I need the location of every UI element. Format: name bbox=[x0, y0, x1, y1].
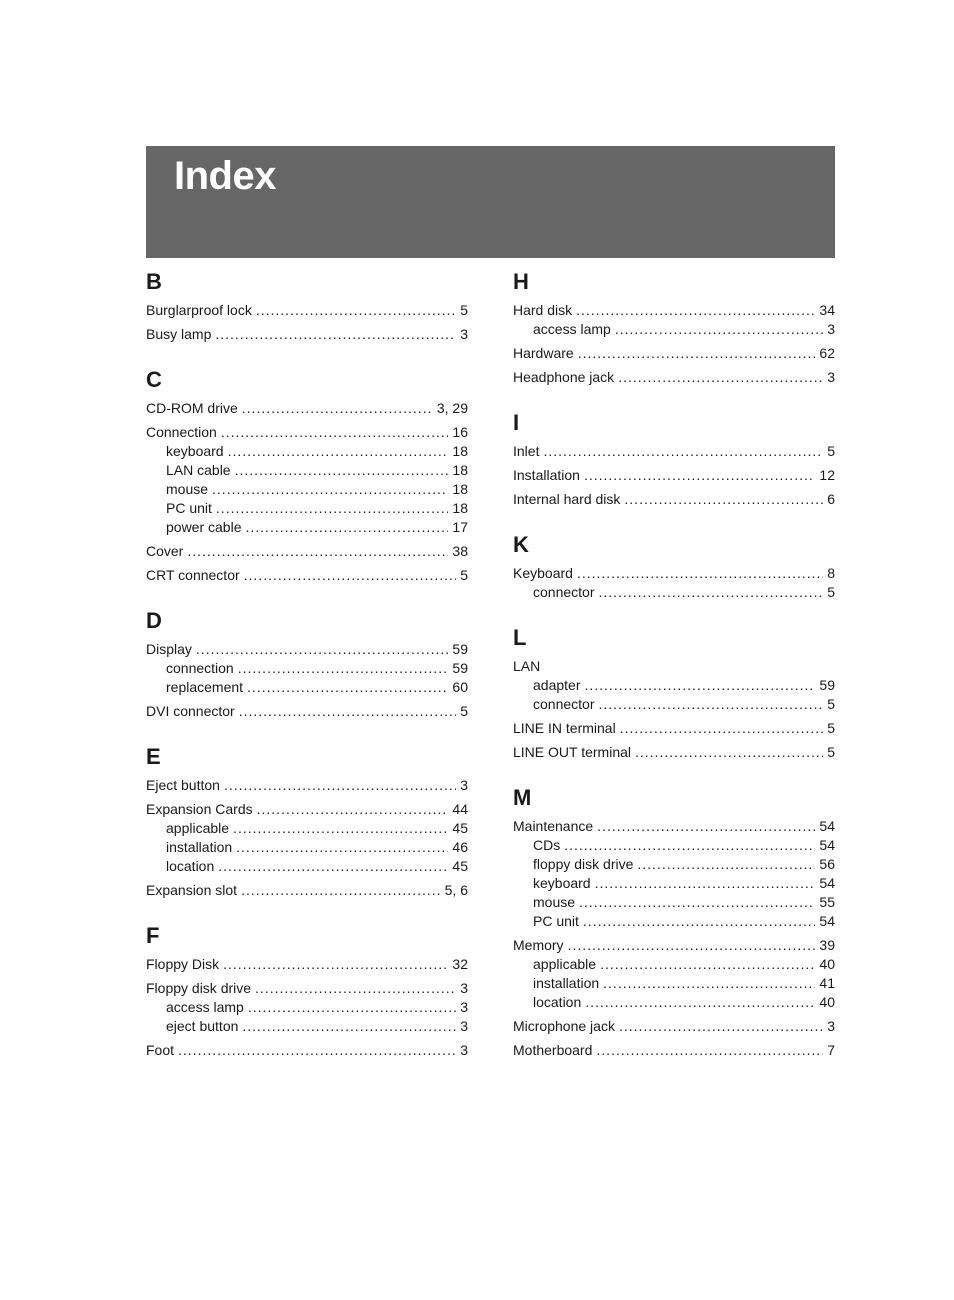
page-number: 54 bbox=[819, 837, 835, 853]
page-number: 5 bbox=[827, 696, 835, 712]
index-term: keyboard bbox=[166, 443, 224, 459]
dot-leader bbox=[239, 702, 456, 721]
index-entry-line bbox=[146, 881, 468, 900]
page-number: 39 bbox=[819, 937, 835, 953]
page-number: 17 bbox=[452, 519, 468, 535]
index-term: LINE IN terminal bbox=[513, 720, 616, 736]
index-entry bbox=[513, 368, 835, 387]
page-number: 18 bbox=[452, 462, 468, 478]
index-term: Hard disk bbox=[513, 302, 573, 318]
index-entry-line bbox=[146, 399, 468, 418]
section-letter: L bbox=[513, 625, 527, 650]
index-entry bbox=[146, 979, 468, 1036]
page-number: 3 bbox=[827, 321, 835, 337]
index-entry-line bbox=[146, 542, 468, 561]
index-term: access lamp bbox=[166, 999, 244, 1015]
index-term: Display bbox=[146, 641, 192, 657]
index-entry-line bbox=[513, 301, 835, 320]
index-entry bbox=[513, 936, 835, 1012]
index-entry bbox=[146, 1041, 468, 1060]
index-subentry bbox=[146, 499, 468, 518]
index-entry bbox=[513, 817, 835, 931]
index-term: LAN bbox=[513, 658, 541, 674]
section-letter: I bbox=[513, 410, 520, 435]
index-section bbox=[513, 782, 835, 1060]
index-entry-line bbox=[146, 979, 468, 998]
dot-leader bbox=[579, 893, 815, 912]
dot-leader bbox=[620, 719, 824, 738]
index-term: Cover bbox=[146, 543, 184, 559]
index-term: connector bbox=[533, 696, 595, 712]
section-letter: K bbox=[513, 532, 529, 557]
index-subentry bbox=[146, 819, 468, 838]
index-entry bbox=[146, 301, 468, 320]
section-letter: E bbox=[146, 744, 161, 769]
dot-leader bbox=[244, 566, 457, 585]
index-term: Burglarproof lock bbox=[146, 302, 252, 318]
section-letter: H bbox=[513, 269, 529, 294]
index-term: power cable bbox=[166, 519, 242, 535]
index-subentry bbox=[513, 320, 835, 339]
index-entry bbox=[146, 542, 468, 561]
index-entry-line bbox=[146, 301, 468, 320]
index-term: Installation bbox=[513, 467, 580, 483]
index-term: installation bbox=[533, 975, 600, 991]
dot-leader bbox=[576, 301, 815, 320]
index-term: Expansion Cards bbox=[146, 801, 253, 817]
index-term: LAN cable bbox=[166, 462, 231, 478]
page-number: 3 bbox=[460, 1042, 468, 1058]
index-term: Maintenance bbox=[513, 818, 594, 834]
index-term: CRT connector bbox=[146, 567, 240, 583]
index-entry-line bbox=[513, 743, 835, 762]
dot-leader bbox=[221, 423, 449, 442]
dot-leader bbox=[218, 857, 448, 876]
index-entry-line bbox=[513, 1041, 835, 1060]
index-term: Floppy Disk bbox=[146, 956, 220, 972]
index-subentry bbox=[146, 659, 468, 678]
index-section bbox=[146, 605, 468, 721]
index-entry-line bbox=[513, 490, 835, 509]
index-subentry bbox=[146, 518, 468, 537]
index-term: eject button bbox=[166, 1018, 239, 1034]
page-number: 18 bbox=[452, 500, 468, 516]
index-entry bbox=[146, 399, 468, 418]
page-number: 8 bbox=[827, 565, 835, 581]
index-term: access lamp bbox=[533, 321, 611, 337]
page-number: 3, 29 bbox=[436, 400, 468, 416]
page-number: 5 bbox=[460, 703, 468, 719]
index-entry-line bbox=[146, 566, 468, 585]
index-term: floppy disk drive bbox=[533, 856, 634, 872]
dot-leader bbox=[215, 325, 456, 344]
index-entry-line bbox=[513, 936, 835, 955]
index-entry bbox=[513, 344, 835, 363]
section-letter: D bbox=[146, 608, 162, 633]
index-entry-line bbox=[513, 817, 835, 836]
page-number: 54 bbox=[819, 818, 835, 834]
section-letter: B bbox=[146, 269, 162, 294]
index-subentry bbox=[146, 1017, 468, 1036]
dot-leader bbox=[257, 800, 449, 819]
dot-leader bbox=[584, 466, 815, 485]
dot-leader bbox=[235, 461, 449, 480]
index-subentry bbox=[513, 955, 835, 974]
index-term: keyboard bbox=[533, 875, 591, 891]
index-subentry bbox=[513, 836, 835, 855]
page-number: 18 bbox=[452, 481, 468, 497]
dot-leader bbox=[577, 564, 823, 583]
page-number: 3 bbox=[460, 999, 468, 1015]
index-term: installation bbox=[166, 839, 233, 855]
index-entry bbox=[513, 719, 835, 738]
index-term: PC unit bbox=[533, 913, 579, 929]
index-entry-line bbox=[146, 800, 468, 819]
page-number: 3 bbox=[827, 369, 835, 385]
index-term: applicable bbox=[166, 820, 230, 836]
index-term: Floppy disk drive bbox=[146, 980, 252, 996]
index-entry-line bbox=[513, 466, 835, 485]
dot-leader bbox=[256, 301, 456, 320]
dot-leader bbox=[242, 1017, 456, 1036]
index-term: Headphone jack bbox=[513, 369, 615, 385]
dot-leader bbox=[212, 480, 448, 499]
index-subentry bbox=[513, 676, 835, 695]
index-entry-line bbox=[146, 640, 468, 659]
index-term: DVI connector bbox=[146, 703, 235, 719]
dot-leader bbox=[598, 695, 823, 714]
page-number: 5 bbox=[460, 302, 468, 318]
page-number: 45 bbox=[452, 820, 468, 836]
index-term: mouse bbox=[533, 894, 576, 910]
dot-leader bbox=[635, 743, 823, 762]
page-number: 5, 6 bbox=[444, 882, 468, 898]
page-number: 16 bbox=[452, 424, 468, 440]
index-entry-line bbox=[513, 368, 835, 387]
page-number: 59 bbox=[452, 660, 468, 676]
page-number: 7 bbox=[827, 1042, 835, 1058]
index-entry bbox=[513, 1017, 835, 1036]
index-entry-line bbox=[146, 325, 468, 344]
page-number: 54 bbox=[819, 875, 835, 891]
dot-leader bbox=[619, 1017, 823, 1036]
index-term: adapter bbox=[533, 677, 581, 693]
index-entry-line bbox=[146, 1041, 468, 1060]
dot-leader bbox=[585, 993, 815, 1012]
index-entry bbox=[513, 743, 835, 762]
index-entry bbox=[513, 490, 835, 509]
dot-leader bbox=[224, 776, 456, 795]
index-section bbox=[513, 622, 835, 762]
index-subentry bbox=[513, 993, 835, 1012]
index-section bbox=[146, 920, 468, 1060]
dot-leader bbox=[578, 344, 816, 363]
page-number: 18 bbox=[452, 443, 468, 459]
page-number: 5 bbox=[827, 720, 835, 736]
index-term: Connection bbox=[146, 424, 217, 440]
index-term: PC unit bbox=[166, 500, 212, 516]
page-number: 5 bbox=[827, 584, 835, 600]
index-subentry bbox=[146, 857, 468, 876]
index-entry-line bbox=[146, 955, 468, 974]
index-subentry bbox=[146, 480, 468, 499]
page-number: 60 bbox=[452, 679, 468, 695]
page-number: 55 bbox=[819, 894, 835, 910]
page-number: 38 bbox=[452, 543, 468, 559]
index-entry bbox=[146, 640, 468, 697]
page-number: 5 bbox=[460, 567, 468, 583]
index-entry-line bbox=[146, 702, 468, 721]
dot-leader bbox=[246, 518, 449, 537]
dot-leader bbox=[583, 912, 816, 931]
index-term: Memory bbox=[513, 937, 564, 953]
index-entry bbox=[146, 800, 468, 876]
dot-leader bbox=[236, 838, 448, 857]
section-letter: F bbox=[146, 923, 160, 948]
index-entry bbox=[146, 702, 468, 721]
page-title: Index bbox=[174, 154, 276, 198]
dot-leader bbox=[597, 817, 815, 836]
index-entry bbox=[146, 566, 468, 585]
index-term: LINE OUT terminal bbox=[513, 744, 631, 760]
dot-leader bbox=[242, 399, 433, 418]
index-term: Motherboard bbox=[513, 1042, 593, 1058]
index-term: Inlet bbox=[513, 443, 540, 459]
index-column-left bbox=[146, 266, 468, 1080]
index-subentry bbox=[513, 874, 835, 893]
index-entry bbox=[513, 442, 835, 461]
index-subentry bbox=[146, 678, 468, 697]
page-number: 3 bbox=[460, 777, 468, 793]
section-letter: C bbox=[146, 367, 162, 392]
index-entry-line bbox=[513, 719, 835, 738]
dot-leader bbox=[596, 1041, 823, 1060]
index-title-banner bbox=[146, 146, 835, 258]
index-subentry bbox=[146, 998, 468, 1017]
dot-leader bbox=[238, 659, 449, 678]
dot-leader bbox=[248, 998, 456, 1017]
index-section bbox=[146, 741, 468, 900]
index-entry-line bbox=[513, 344, 835, 363]
index-section bbox=[146, 364, 468, 585]
index-entry-line bbox=[513, 442, 835, 461]
index-term: applicable bbox=[533, 956, 597, 972]
page-number: 40 bbox=[819, 956, 835, 972]
dot-leader bbox=[598, 583, 823, 602]
page-number: 5 bbox=[827, 443, 835, 459]
index-term: Hardware bbox=[513, 345, 574, 361]
index-term: connector bbox=[533, 584, 595, 600]
dot-leader bbox=[564, 836, 815, 855]
index-subentry bbox=[513, 855, 835, 874]
index-entry bbox=[513, 1041, 835, 1060]
page-number: 56 bbox=[819, 856, 835, 872]
page-number: 54 bbox=[819, 913, 835, 929]
index-subentry bbox=[513, 974, 835, 993]
index-column-right bbox=[513, 266, 835, 1080]
index-section bbox=[513, 407, 835, 509]
index-entry bbox=[146, 955, 468, 974]
dot-leader bbox=[543, 442, 823, 461]
dot-leader bbox=[637, 855, 815, 874]
index-term: CD-ROM drive bbox=[146, 400, 238, 416]
index-entry bbox=[146, 776, 468, 795]
page-number: 44 bbox=[452, 801, 468, 817]
dot-leader bbox=[223, 955, 448, 974]
index-term: Busy lamp bbox=[146, 326, 212, 342]
index-term: Expansion slot bbox=[146, 882, 238, 898]
index-section bbox=[146, 266, 468, 344]
page-number: 59 bbox=[452, 641, 468, 657]
page-number: 12 bbox=[819, 467, 835, 483]
index-entry bbox=[513, 466, 835, 485]
dot-leader bbox=[228, 442, 449, 461]
index-term: replacement bbox=[166, 679, 244, 695]
index-subentry bbox=[146, 461, 468, 480]
index-term: Internal hard disk bbox=[513, 491, 621, 507]
dot-leader bbox=[247, 678, 448, 697]
page-number: 34 bbox=[819, 302, 835, 318]
index-entry bbox=[513, 564, 835, 602]
index-term: location bbox=[533, 994, 582, 1010]
index-entry bbox=[513, 657, 835, 714]
index-section bbox=[513, 529, 835, 602]
dot-leader bbox=[595, 874, 816, 893]
dot-leader bbox=[615, 320, 823, 339]
page-number: 46 bbox=[452, 839, 468, 855]
index-term: Keyboard bbox=[513, 565, 573, 581]
index-entry-line bbox=[513, 564, 835, 583]
index-entry-line bbox=[146, 423, 468, 442]
dot-leader bbox=[241, 881, 441, 900]
index-subentry bbox=[146, 442, 468, 461]
dot-leader bbox=[584, 676, 815, 695]
page-number: 6 bbox=[827, 491, 835, 507]
index-entry-line bbox=[513, 657, 835, 676]
dot-leader bbox=[568, 936, 816, 955]
index-subentry bbox=[513, 583, 835, 602]
index-term: Microphone jack bbox=[513, 1018, 615, 1034]
dot-leader bbox=[255, 979, 456, 998]
section-letter: M bbox=[513, 785, 532, 810]
page-number: 3 bbox=[827, 1018, 835, 1034]
dot-leader bbox=[178, 1041, 456, 1060]
index-entry-line bbox=[513, 1017, 835, 1036]
index-entry bbox=[146, 325, 468, 344]
dot-leader bbox=[600, 955, 815, 974]
dot-leader bbox=[196, 640, 449, 659]
page-number: 5 bbox=[827, 744, 835, 760]
page-number: 40 bbox=[819, 994, 835, 1010]
index-term: Foot bbox=[146, 1042, 175, 1058]
page-number: 3 bbox=[460, 1018, 468, 1034]
index-term: CDs bbox=[533, 837, 561, 853]
dot-leader bbox=[618, 368, 823, 387]
dot-leader bbox=[233, 819, 448, 838]
index-entry-line bbox=[146, 776, 468, 795]
index-term: connection bbox=[166, 660, 234, 676]
index-section bbox=[513, 266, 835, 387]
index-subentry bbox=[513, 893, 835, 912]
index-subentry bbox=[146, 838, 468, 857]
index-entry bbox=[146, 881, 468, 900]
dot-leader bbox=[216, 499, 449, 518]
page-number: 45 bbox=[452, 858, 468, 874]
index-entry bbox=[146, 423, 468, 537]
index-entry bbox=[513, 301, 835, 339]
page-number: 3 bbox=[460, 980, 468, 996]
index-term: mouse bbox=[166, 481, 209, 497]
page-number: 32 bbox=[452, 956, 468, 972]
index-term: Eject button bbox=[146, 777, 220, 793]
page-number: 59 bbox=[819, 677, 835, 693]
page-number: 3 bbox=[460, 326, 468, 342]
page-number: 62 bbox=[819, 345, 835, 361]
index-term: location bbox=[166, 858, 215, 874]
index-subentry bbox=[513, 695, 835, 714]
page-number: 41 bbox=[819, 975, 835, 991]
dot-leader bbox=[603, 974, 815, 993]
index-subentry bbox=[513, 912, 835, 931]
dot-leader bbox=[624, 490, 823, 509]
dot-leader bbox=[187, 542, 448, 561]
